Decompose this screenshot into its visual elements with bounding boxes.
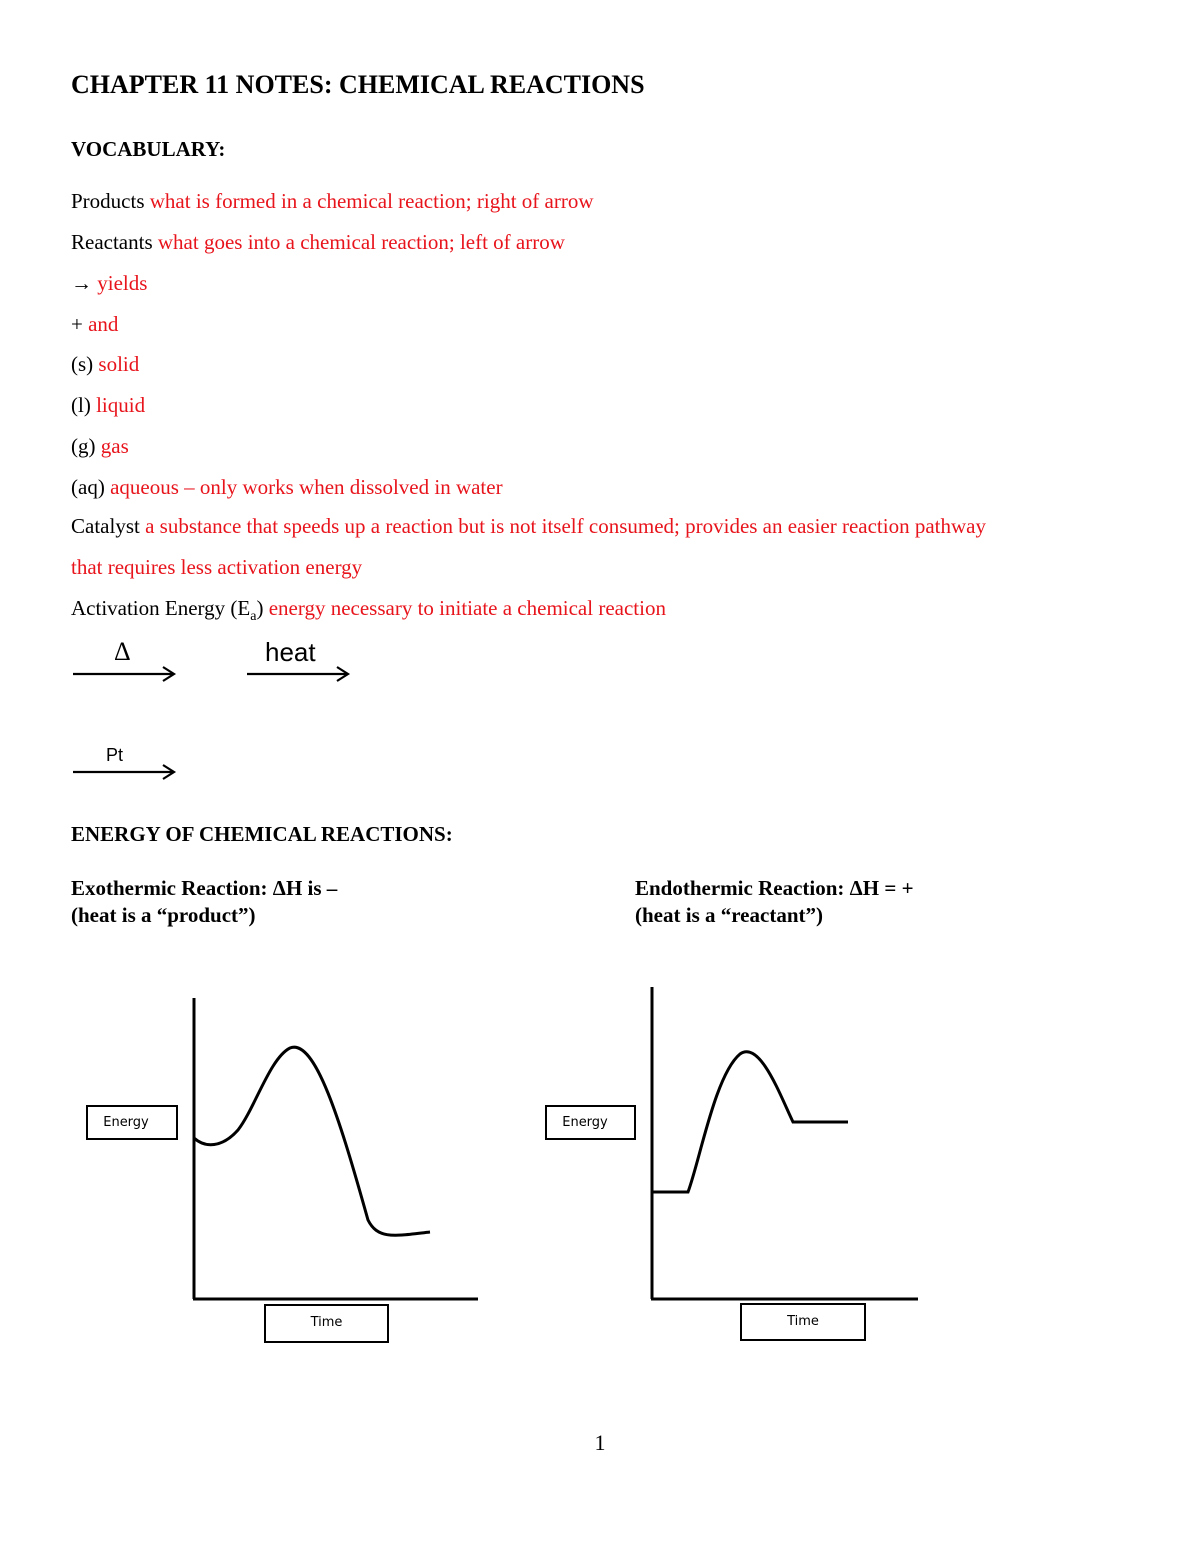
heat-label: heat [265,637,316,667]
vocab-definition-continued: that requires less activation energy [71,555,363,579]
page-number: 1 [594,1430,606,1455]
vocab-term: + [71,312,83,336]
page-title: CHAPTER 11 NOTES: CHEMICAL REACTIONS [71,70,645,99]
vocab-definition: yields [97,271,148,295]
endo-energy-curve [652,1052,848,1192]
vocab-definition: and [88,312,119,336]
vocab-term-end: ) [256,596,264,620]
endo-time-label: Time [787,1314,819,1329]
vocab-definition: energy necessary to initiate a chemical reaction [268,596,666,620]
exothermic-note: (heat is a “product”) [71,903,256,927]
vocab-term: (g) [71,434,96,458]
delta-label: Δ [114,637,131,666]
pt-arrow [73,765,174,779]
vocab-definition: what is formed in a chemical reaction; right of arrow [149,189,594,213]
endothermic-diagram [546,987,918,1340]
vocab-term: Reactants [71,230,153,254]
exo-energy-curve [194,1047,430,1235]
exo-time-label: Time [310,1315,343,1330]
vocab-definition: aqueous – only works when dissolved in water [110,475,503,499]
vocab-term: (aq) [71,475,105,499]
delta-arrow [73,667,174,681]
yields-arrow-symbol: → [71,271,92,295]
exo-energy-label: Energy [103,1115,149,1130]
pt-label: Pt [106,745,124,765]
subscript-a: a [250,609,257,625]
vocabulary-heading: VOCABULARY: [71,137,226,161]
vocab-term: (s) [71,352,94,376]
vocab-definition: what goes into a chemical reaction; left of arrow [157,230,565,254]
vocab-term: Products [71,189,145,213]
vocab-definition: liquid [96,393,146,417]
energy-heading: ENERGY OF CHEMICAL REACTIONS: [71,822,453,846]
exothermic-diagram [87,998,478,1342]
vocab-definition: solid [98,352,140,376]
vocab-term: Catalyst [71,514,140,538]
vocab-term: (l) [71,393,91,417]
vocab-definition: a substance that speeds up a reaction but is not itself consumed; provides an easier reaction pathway [145,514,986,538]
endo-energy-label: Energy [562,1115,608,1130]
endothermic-title: Endothermic Reaction: ΔH = + [635,876,914,900]
exothermic-title: Exothermic Reaction: ΔH is – [71,876,338,900]
vocab-definition: gas [100,434,129,458]
endothermic-note: (heat is a “reactant”) [635,903,823,927]
vocab-term-main: Activation Energy (E [71,596,251,620]
heat-arrow [247,667,348,681]
